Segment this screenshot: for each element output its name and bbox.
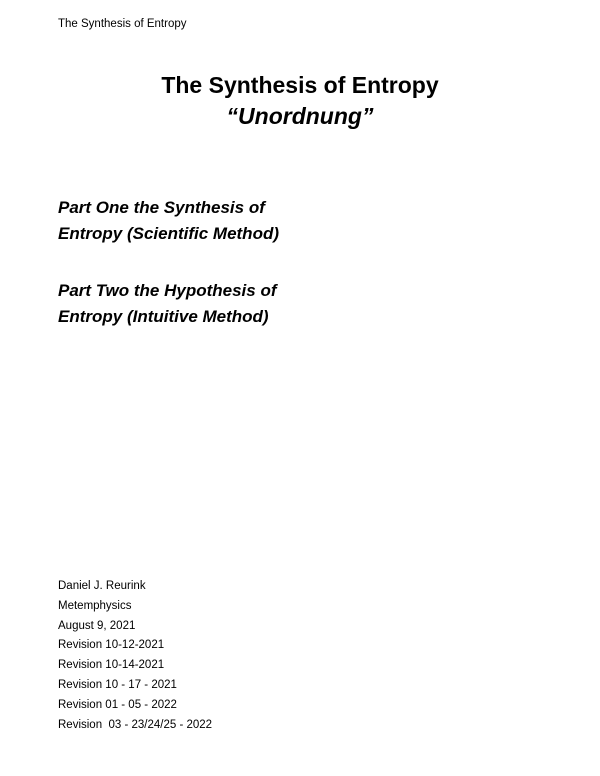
author-revision-block xyxy=(58,577,212,735)
document-subtitle: “Unordnung” xyxy=(226,103,374,129)
revision-line: Revision 01 - 05 - 2022 xyxy=(58,698,177,711)
part-two-line-1: Part Two the Hypothesis of xyxy=(58,281,277,300)
document-title: The Synthesis of Entropy xyxy=(161,72,439,98)
part-two-heading xyxy=(58,278,358,330)
part-one-line-1: Part One the Synthesis of xyxy=(58,198,265,217)
part-one-line-2: Entropy (Scientific Method) xyxy=(58,224,279,243)
revision-line: Revision 10-12-2021 xyxy=(58,639,165,652)
title-block xyxy=(0,70,600,132)
revision-line: Revision 10 - 17 - 2021 xyxy=(58,678,177,691)
organization: Metemphysics xyxy=(58,599,132,612)
part-one-heading xyxy=(58,195,358,247)
revision-line: Revision 03 - 23/24/25 - 2022 xyxy=(58,718,213,731)
part-two-line-2: Entropy (Intuitive Method) xyxy=(58,307,269,326)
original-date: August 9, 2021 xyxy=(58,619,136,632)
revision-line: Revision 10-14-2021 xyxy=(58,659,165,672)
running-header: The Synthesis of Entropy xyxy=(58,18,187,30)
author-name: Daniel J. Reurink xyxy=(58,580,146,592)
